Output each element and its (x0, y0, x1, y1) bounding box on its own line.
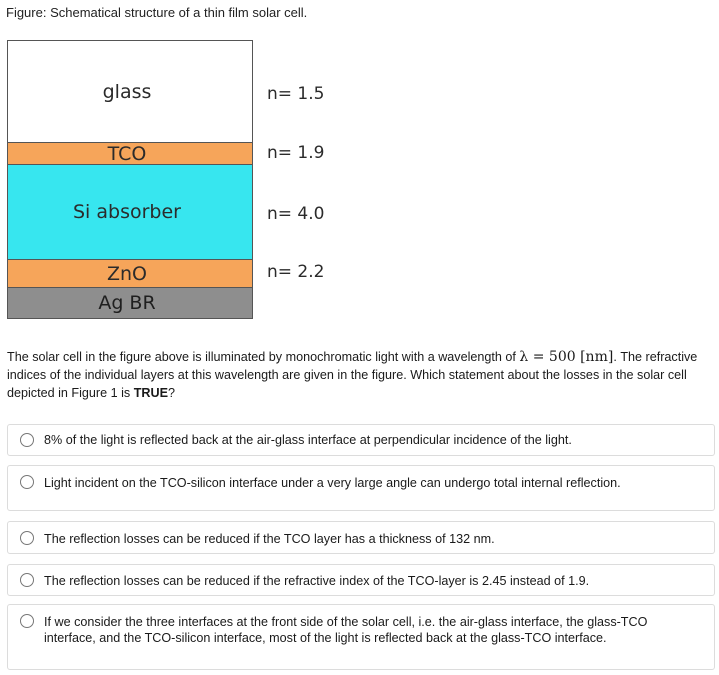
wavelength-formula: λ = 500 [nm] (519, 349, 614, 365)
layer-glass (7, 40, 253, 142)
answer-option-2[interactable] (7, 465, 715, 511)
n-value-si: n= 4.0 (267, 204, 325, 224)
layer-zno-label: ZnO (106, 262, 147, 285)
layer-ag-br (7, 288, 253, 319)
radio-button-icon[interactable] (20, 531, 34, 545)
n-value-zno: n= 2.2 (267, 262, 325, 282)
figure-caption: Figure: Schematical structure of a thin film solar cell. (6, 5, 308, 20)
question-part1: The solar cell in the figure above is illuminated by monochromatic light with a wavelength of (7, 350, 516, 364)
layer-si-absorber (7, 165, 253, 259)
layer-glass-label: glass (102, 80, 152, 103)
answer-option-5[interactable] (7, 604, 715, 670)
question-end: ? (168, 386, 176, 400)
question-part2: . The refractive indices of the individual layers at this wavelength are given in the figure. Which statement about the losses in the solar cell depicted in Figure 1 is (7, 350, 698, 400)
layer-tco-label: TCO (107, 142, 147, 165)
radio-button-icon[interactable] (20, 475, 34, 489)
answer-option-text: Light incident on the TCO-silicon interface under a very large angle can undergo total internal reflection. (44, 476, 621, 490)
layer-ag-br-label: Ag BR (98, 292, 156, 314)
radio-button-icon[interactable] (20, 433, 34, 447)
answer-option-text: The reflection losses can be reduced if the TCO layer has a thickness of 132 nm. (44, 532, 495, 546)
answer-option-1[interactable] (7, 424, 715, 456)
question-emphasis: TRUE (133, 386, 169, 400)
answer-option-3[interactable] (7, 521, 715, 554)
answer-option-text: 8% of the light is reflected back at the air-glass interface at perpendicular incidence of the light. (44, 433, 572, 447)
layer-zno (7, 259, 253, 288)
solar-cell-diagram (7, 40, 253, 319)
n-value-glass: n= 1.5 (267, 84, 325, 104)
radio-button-icon[interactable] (20, 573, 34, 587)
radio-button-icon[interactable] (20, 614, 34, 628)
answer-option-4[interactable] (7, 564, 715, 596)
layer-si-absorber-label: Si absorber (73, 201, 181, 223)
answer-option-text: The reflection losses can be reduced if the refractive index of the TCO-layer is 2.45 instead of 1.9. (44, 574, 590, 588)
n-value-tco: n= 1.9 (267, 143, 325, 163)
answer-option-text: If we consider the three interfaces at the front side of the solar cell, i.e. the air-glass interface, the glass-TCO interface, and the TCO-silicon interface, most of the light is reflected back at the glass-TCO interface. (44, 615, 648, 645)
layer-tco (7, 142, 253, 165)
question-text (7, 348, 717, 402)
